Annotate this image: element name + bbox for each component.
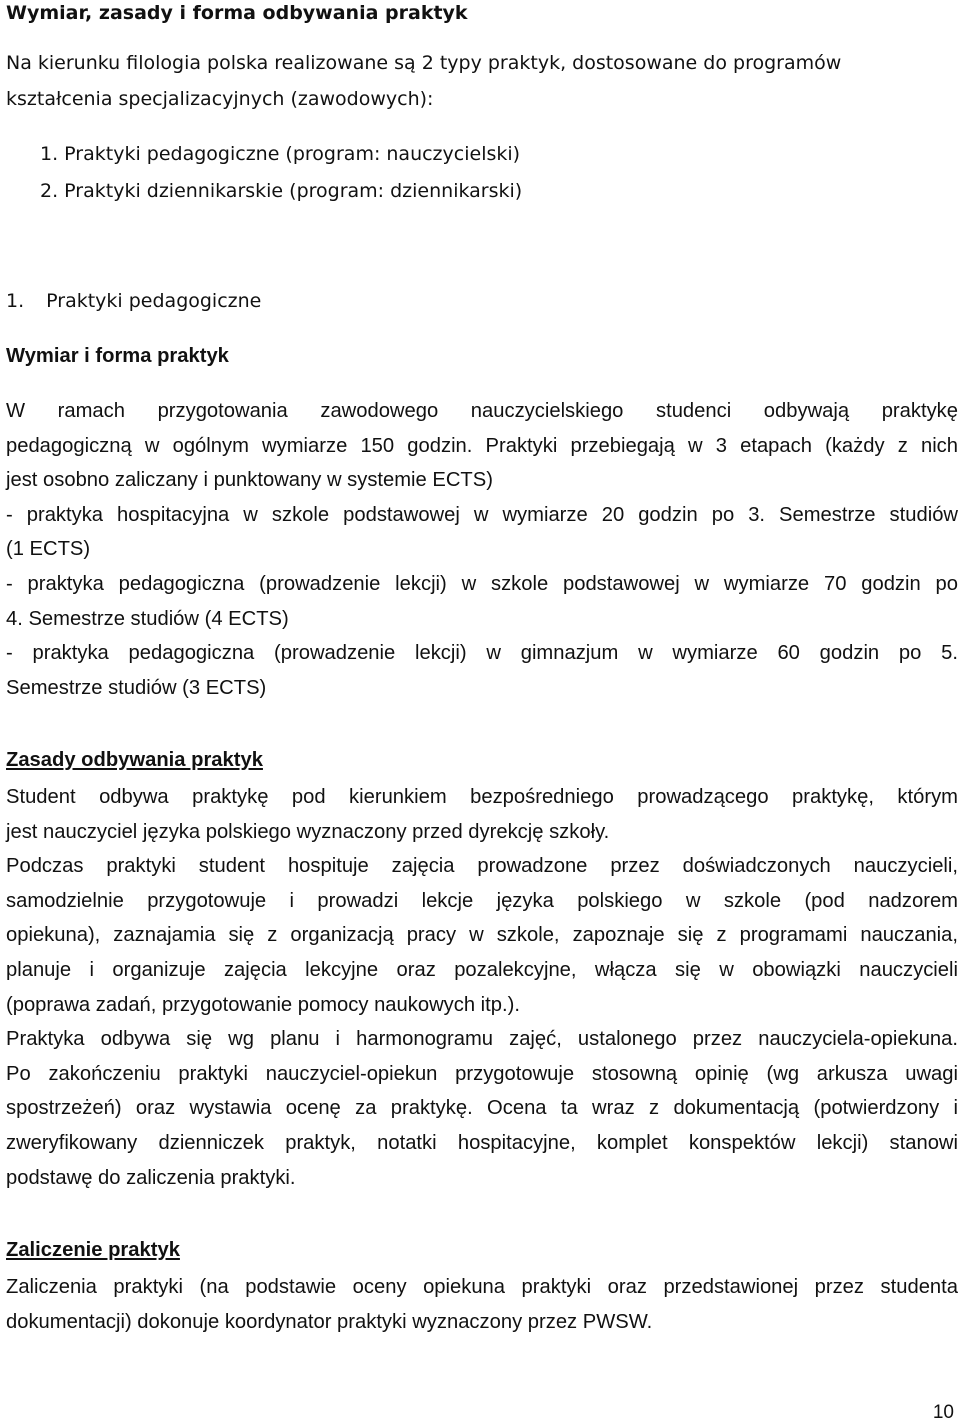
wymiar-line: (1 ECTS) — [6, 538, 91, 561]
zasady-line: planuje i organizuje zajęcia lekcyjne oraz pozalekcyjne, włącza się w obowiązki nauczycieli — [6, 958, 958, 981]
wymiar-line: pedagogiczną w ogólnym wymiarze 150 godzin. Praktyki przebiegają w 3 etapach (każdy z nich — [6, 434, 958, 457]
heading-zaliczenie: Zaliczenie praktyk — [6, 1239, 180, 1261]
wymiar-line: jest osobno zaliczany i punktowany w systemie ECTS) — [6, 469, 493, 492]
zasady-line: Student odbywa praktykę pod kierunkiem bezpośredniego prowadzącego praktykę, którym — [6, 786, 958, 808]
page-number: 10 — [932, 1402, 954, 1423]
zasady-line: Praktyka odbywa się wg planu i harmonogramu zajęć, ustalonego przez nauczyciela-opiekuna. — [6, 1028, 958, 1051]
subsection-heading — [6, 290, 261, 312]
wymiar-line: Semestrze studiów (3 ECTS) — [6, 676, 267, 699]
intro-line-1: Na kierunku filologia polska realizowane są 2 typy praktyk, dostosowane do programów — [6, 52, 842, 74]
subsection-title: Praktyki pedagogiczne — [46, 290, 262, 312]
list-item-type-2: 2. Praktyki dziennikarskie (program: dziennikarski) — [40, 180, 523, 202]
zasady-line: Po zakończeniu praktyki nauczyciel-opiekun przygotowuje stosowną opinię (wg arkusza uwagi — [6, 1062, 958, 1085]
zasady-line: podstawę do zaliczenia praktyki. — [6, 1166, 296, 1189]
zasady-line: opiekuna), zaznajamia się z organizacją pracy w szkole, zapoznaje się z programami nauczania, — [6, 924, 958, 947]
zasady-line: (poprawa zadań, przygotowanie pomocy naukowych itp.). — [6, 993, 520, 1016]
subsection-number: 1. — [6, 290, 25, 312]
zasady-line: Podczas praktyki student hospituje zajęcia prowadzone przez doświadczonych nauczycieli, — [6, 855, 958, 878]
zasady-line: zweryfikowany dzienniczek praktyk, notatki hospitacyjne, komplet konspektów lekcji) stanowi — [6, 1131, 958, 1154]
intro-line-2: kształcenia specjalizacyjnych (zawodowych): — [6, 88, 434, 110]
paragraph-zaliczenie — [6, 1270, 958, 1339]
wymiar-line: 4. Semestrze studiów (4 ECTS) — [6, 607, 289, 630]
zasady-line: jest nauczyciel języka polskiego wyznaczony przed dyrekcję szkoły. — [6, 820, 610, 843]
wymiar-line: - praktyka pedagogiczna (prowadzenie lekcji) w gimnazjum w wymiarze 60 godzin po 5. — [6, 642, 958, 665]
heading-zasady: Zasady odbywania praktyk — [6, 749, 263, 771]
zasady-line: samodzielnie przygotowuje i prowadzi lekcje języka polskiego w szkole (pod nadzorem — [6, 889, 958, 912]
wymiar-line: - praktyka hospitacyjna w szkole podstawowej w wymiarze 20 godzin po 3. Semestrze studiów — [6, 503, 958, 526]
list-item-type-1: 1. Praktyki pedagogiczne (program: nauczycielski) — [40, 143, 521, 165]
zasady-line: spostrzeżeń) oraz wystawia ocenę za praktykę. Ocena ta wraz z dokumentacją (potwierdzony i — [6, 1097, 958, 1120]
paragraph-wymiar — [6, 394, 958, 705]
zaliczenie-line: Zaliczenia praktyki (na podstawie oceny opiekuna praktyki oraz przedstawionej przez studenta — [6, 1276, 958, 1298]
zaliczenie-line: dokumentacji) dokonuje koordynator praktyki wyznaczony przez PWSW. — [6, 1310, 653, 1333]
wymiar-line: - praktyka pedagogiczna (prowadzenie lekcji) w szkole podstawowej w wymiarze 70 godzin po — [6, 572, 958, 595]
wymiar-line: W ramach przygotowania zawodowego nauczycielskiego studenci odbywają praktykę — [6, 400, 958, 422]
heading-wymiar: Wymiar i forma praktyk — [6, 345, 229, 367]
paragraph-zasady — [6, 780, 958, 1195]
section-title: Wymiar, zasady i forma odbywania praktyk — [6, 2, 468, 24]
